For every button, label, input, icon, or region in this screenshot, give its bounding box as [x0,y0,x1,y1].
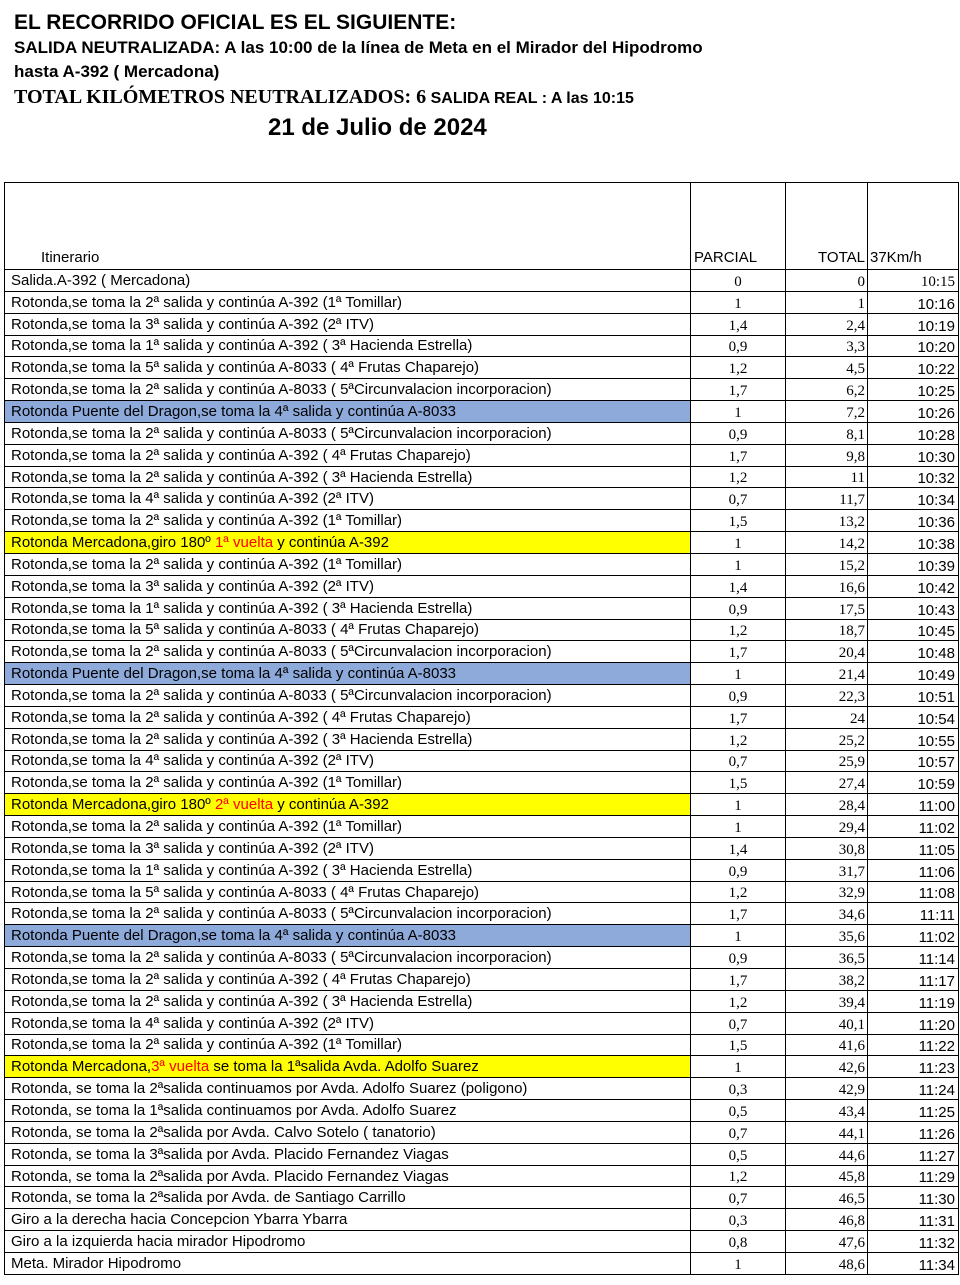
table-row [5,881,959,903]
cell-parcial: 1,2 [691,466,786,488]
itinerario-text: Rotonda Mercadona,giro 180º [11,534,215,552]
cell-time: 10:59 [868,772,959,794]
cell-parcial: 0,7 [691,1121,786,1143]
cell-time: 10:49 [868,663,959,685]
cell-total: 8,1 [786,422,868,444]
itinerario-text: y continúa A-392 [273,534,389,552]
cell-time: 10:43 [868,597,959,619]
cell-time: 10:16 [868,291,959,313]
table-row [5,357,959,379]
cell-itinerario: Rotonda Puente del Dragon,se toma la 4ª salida y continúa A-8033 [5,401,691,423]
cell-total: 46,5 [786,1187,868,1209]
cell-time: 11:00 [868,794,959,816]
cell-itinerario: Rotonda, se toma la 2ªsalida continuamos por Avda. Adolfo Suarez (poligono) [5,1078,691,1100]
cell-time: 10:36 [868,510,959,532]
table-row [5,706,959,728]
cell-parcial: 0,9 [691,947,786,969]
cell-time: 11:26 [868,1121,959,1143]
cell-parcial: 1,7 [691,444,786,466]
table-row [5,1034,959,1056]
cell-parcial: 1 [691,553,786,575]
cell-total: 39,4 [786,990,868,1012]
cell-time: 10:32 [868,466,959,488]
cell-itinerario: Rotonda,se toma la 2ª salida y continúa A-8033 ( 5ªCircunvalacion incorporacion) [5,685,691,707]
cell-time: 10:38 [868,532,959,554]
cell-total: 44,6 [786,1143,868,1165]
cell-itinerario: Rotonda,se toma la 2ª salida y continúa A-392 (1ª Tomillar) [5,510,691,532]
header-neutral-start: SALIDA NEUTRALIZADA: A las 10:00 de la línea de Meta en el Mirador del Hipodromo [14,38,703,57]
cell-itinerario: Rotonda,se toma la 2ª salida y continúa A-392 ( 3ª Hacienda Estrella) [5,990,691,1012]
cell-itinerario: Rotonda,se toma la 4ª salida y continúa A-392 (2ª ITV) [5,1012,691,1034]
cell-time: 10:42 [868,575,959,597]
cell-time: 11:11 [868,903,959,925]
table-row [5,859,959,881]
table-header-row [5,183,959,270]
table-row [5,816,959,838]
cell-parcial: 1 [691,291,786,313]
table-row [5,444,959,466]
cell-time: 10:34 [868,488,959,510]
cell-itinerario: Rotonda, se toma la 3ªsalida por Avda. Placido Fernandez Viagas [5,1143,691,1165]
cell-parcial: 0,9 [691,859,786,881]
route-table [4,182,959,1275]
cell-itinerario: Rotonda Puente del Dragon,se toma la 4ª salida y continúa A-8033 [5,663,691,685]
table-row [5,969,959,991]
cell-total: 32,9 [786,881,868,903]
cell-parcial: 1 [691,401,786,423]
cell-total: 44,1 [786,1121,868,1143]
cell-total: 38,2 [786,969,868,991]
cell-total: 35,6 [786,925,868,947]
cell-time: 11:14 [868,947,959,969]
cell-time: 11:24 [868,1078,959,1100]
cell-time: 11:25 [868,1100,959,1122]
table-row [5,903,959,925]
cell-total: 1 [786,291,868,313]
cell-parcial: 1,7 [691,706,786,728]
cell-time: 10:57 [868,750,959,772]
cell-time: 10:15 [868,270,959,292]
cell-total: 42,9 [786,1078,868,1100]
cell-time: 11:19 [868,990,959,1012]
lap-label: 3ª vuelta [151,1058,210,1076]
cell-itinerario: Rotonda,se toma la 2ª salida y continúa A-8033 ( 5ªCircunvalacion incorporacion) [5,903,691,925]
cell-time: 11:29 [868,1165,959,1187]
table-row [5,1100,959,1122]
cell-parcial: 1 [691,794,786,816]
cell-time: 11:20 [868,1012,959,1034]
header-real-start: SALIDA REAL : A las 10:15 [426,90,634,107]
table-row [5,1209,959,1231]
table-row [5,575,959,597]
cell-time: 11:08 [868,881,959,903]
cell-parcial: 0,3 [691,1209,786,1231]
cell-itinerario: Rotonda,se toma la 2ª salida y continúa A-8033 ( 5ªCircunvalacion incorporacion) [5,947,691,969]
cell-total: 11,7 [786,488,868,510]
cell-time: 10:22 [868,357,959,379]
cell-time: 10:25 [868,379,959,401]
cell-parcial: 1 [691,1252,786,1274]
cell-parcial: 0,8 [691,1231,786,1253]
lap-label: 1ª vuelta [214,534,274,552]
cell-total: 22,3 [786,685,868,707]
cell-parcial: 1 [691,816,786,838]
cell-parcial: 1,7 [691,969,786,991]
cell-parcial: 0,7 [691,1012,786,1034]
cell-total: 28,4 [786,794,868,816]
cell-itinerario: Rotonda,se toma la 2ª salida y continúa A-392 (1ª Tomillar) [5,553,691,575]
table-row [5,1187,959,1209]
cell-total: 41,6 [786,1034,868,1056]
cell-time: 11:02 [868,925,959,947]
cell-itinerario: Rotonda, se toma la 2ªsalida por Avda. Calvo Sotelo ( tanatorio) [5,1121,691,1143]
cell-total: 40,1 [786,1012,868,1034]
cell-total: 18,7 [786,619,868,641]
cell-itinerario: Rotonda,se toma la 1ª salida y continúa A-392 ( 3ª Hacienda Estrella) [5,859,691,881]
cell-total: 14,2 [786,532,868,554]
table-row [5,1231,959,1253]
cell-parcial: 1,5 [691,772,786,794]
cell-itinerario: Rotonda,se toma la 3ª salida y continúa A-392 (2ª ITV) [5,837,691,859]
itinerario-text: y continúa A-392 [273,796,389,814]
cell-total: 2,4 [786,313,868,335]
cell-total: 27,4 [786,772,868,794]
cell-parcial: 0,5 [691,1143,786,1165]
table-row [5,335,959,357]
table-row [5,466,959,488]
table-row [5,663,959,685]
cell-total: 6,2 [786,379,868,401]
cell-itinerario: Rotonda,se toma la 2ª salida y continúa A-8033 ( 5ªCircunvalacion incorporacion) [5,641,691,663]
table-row [5,837,959,859]
table-row [5,794,959,816]
cell-parcial: 0,7 [691,750,786,772]
cell-itinerario: Rotonda,se toma la 2ª salida y continúa A-392 (1ª Tomillar) [5,816,691,838]
cell-parcial: 1,7 [691,903,786,925]
cell-itinerario: Rotonda,se toma la 2ª salida y continúa A-8033 ( 5ªCircunvalacion incorporacion) [5,379,691,401]
cell-parcial: 1 [691,532,786,554]
cell-parcial: 0,3 [691,1078,786,1100]
cell-total: 31,7 [786,859,868,881]
cell-parcial: 1 [691,663,786,685]
cell-time: 11:32 [868,1231,959,1253]
cell-parcial: 0,7 [691,488,786,510]
cell-parcial: 0,9 [691,422,786,444]
cell-parcial: 1,2 [691,357,786,379]
cell-total: 42,6 [786,1056,868,1078]
cell-itinerario: Rotonda, se toma la 1ªsalida continuamos por Avda. Adolfo Suarez [5,1100,691,1122]
cell-parcial: 1 [691,1056,786,1078]
cell-time: 11:34 [868,1252,959,1274]
cell-total: 20,4 [786,641,868,663]
cell-itinerario: Rotonda,se toma la 1ª salida y continúa A-392 ( 3ª Hacienda Estrella) [5,335,691,357]
cell-itinerario: Rotonda, se toma la 2ªsalida por Avda. de Santiago Carrillo [5,1187,691,1209]
cell-total: 7,2 [786,401,868,423]
table-row [5,597,959,619]
table-row [5,947,959,969]
table-row [5,1143,959,1165]
cell-time: 11:23 [868,1056,959,1078]
cell-parcial: 1,4 [691,313,786,335]
cell-itinerario: Rotonda,se toma la 2ª salida y continúa A-392 (1ª Tomillar) [5,291,691,313]
cell-total: 46,8 [786,1209,868,1231]
cell-itinerario: Rotonda,se toma la 4ª salida y continúa A-392 (2ª ITV) [5,488,691,510]
cell-parcial: 0 [691,270,786,292]
cell-parcial: 1,2 [691,881,786,903]
header-date: 21 de Julio de 2024 [268,114,487,141]
table-row [5,422,959,444]
cell-itinerario [5,794,691,816]
cell-parcial: 1,5 [691,510,786,532]
table-row [5,401,959,423]
table-row [5,1078,959,1100]
cell-time: 11:06 [868,859,959,881]
cell-total: 11 [786,466,868,488]
cell-time: 10:19 [868,313,959,335]
cell-time: 11:31 [868,1209,959,1231]
cell-time: 11:22 [868,1034,959,1056]
cell-time: 10:30 [868,444,959,466]
table-row [5,291,959,313]
cell-parcial: 1,7 [691,641,786,663]
cell-time: 11:05 [868,837,959,859]
cell-time: 10:45 [868,619,959,641]
header-totals [14,84,954,112]
cell-parcial: 0,7 [691,1187,786,1209]
table-row [5,641,959,663]
table-row [5,619,959,641]
cell-itinerario: Salida.A-392 ( Mercadona) [5,270,691,292]
table-row [5,1165,959,1187]
cell-total: 4,5 [786,357,868,379]
cell-total: 25,9 [786,750,868,772]
cell-time: 11:17 [868,969,959,991]
cell-itinerario: Rotonda,se toma la 2ª salida y continúa A-392 ( 4ª Frutas Chaparejo) [5,706,691,728]
table-row [5,313,959,335]
cell-time: 11:27 [868,1143,959,1165]
cell-itinerario: Rotonda,se toma la 3ª salida y continúa A-392 (2ª ITV) [5,575,691,597]
cell-time: 10:26 [868,401,959,423]
cell-total: 29,4 [786,816,868,838]
cell-parcial: 1,4 [691,575,786,597]
itinerario-text: se toma la 1ªsalida Avda. Adolfo Suarez [209,1058,479,1076]
cell-total: 15,2 [786,553,868,575]
cell-itinerario: Giro a la derecha hacia Concepcion Ybarra Ybarra [5,1209,691,1231]
header-total-km: TOTAL KILÓMETROS NEUTRALIZADOS: 6 [14,86,427,108]
cell-itinerario: Rotonda,se toma la 2ª salida y continúa A-392 ( 3ª Hacienda Estrella) [5,466,691,488]
cell-parcial: 1,7 [691,379,786,401]
document-header [14,8,954,144]
cell-time: 10:51 [868,685,959,707]
table-row [5,510,959,532]
table-row [5,925,959,947]
cell-total: 21,4 [786,663,868,685]
itinerario-text: Rotonda Mercadona,giro 180º [11,796,215,814]
cell-itinerario [5,532,691,554]
cell-time: 10:20 [868,335,959,357]
column-header-parcial: PARCIAL [691,183,786,270]
cell-time: 11:02 [868,816,959,838]
cell-total: 30,8 [786,837,868,859]
cell-time: 11:30 [868,1187,959,1209]
cell-itinerario: Rotonda,se toma la 2ª salida y continúa A-392 ( 4ª Frutas Chaparejo) [5,969,691,991]
cell-total: 16,6 [786,575,868,597]
cell-time: 10:28 [868,422,959,444]
cell-total: 45,8 [786,1165,868,1187]
cell-itinerario: Meta. Mirador Hipodromo [5,1252,691,1274]
column-header-total: TOTAL [786,183,868,270]
cell-parcial: 0,9 [691,597,786,619]
table-row [5,1012,959,1034]
table-row [5,488,959,510]
cell-parcial: 1,2 [691,990,786,1012]
table-row [5,1252,959,1274]
cell-parcial: 1,4 [691,837,786,859]
cell-itinerario: Rotonda,se toma la 3ª salida y continúa A-392 (2ª ITV) [5,313,691,335]
cell-itinerario: Rotonda,se toma la 5ª salida y continúa A-8033 ( 4ª Frutas Chaparejo) [5,357,691,379]
cell-total: 13,2 [786,510,868,532]
cell-time: 10:55 [868,728,959,750]
cell-itinerario [5,1056,691,1078]
cell-time: 10:54 [868,706,959,728]
table-row [5,1056,959,1078]
cell-time: 10:48 [868,641,959,663]
cell-itinerario: Rotonda,se toma la 5ª salida y continúa A-8033 ( 4ª Frutas Chaparejo) [5,619,691,641]
cell-total: 17,5 [786,597,868,619]
table-row [5,990,959,1012]
cell-total: 47,6 [786,1231,868,1253]
cell-total: 3,3 [786,335,868,357]
cell-parcial: 1 [691,925,786,947]
table-row [5,553,959,575]
cell-parcial: 0,9 [691,335,786,357]
cell-total: 34,6 [786,903,868,925]
table-row [5,1121,959,1143]
table-row [5,270,959,292]
cell-itinerario: Rotonda,se toma la 4ª salida y continúa A-392 (2ª ITV) [5,750,691,772]
lap-label: 2ª vuelta [214,796,274,814]
header-title: EL RECORRIDO OFICIAL ES EL SIGUIENTE: [14,11,457,34]
cell-itinerario: Rotonda,se toma la 1ª salida y continúa A-392 ( 3ª Hacienda Estrella) [5,597,691,619]
cell-itinerario: Rotonda Puente del Dragon,se toma la 4ª salida y continúa A-8033 [5,925,691,947]
cell-total: 9,8 [786,444,868,466]
cell-total: 25,2 [786,728,868,750]
cell-itinerario: Giro a la izquierda hacia mirador Hipodromo [5,1231,691,1253]
column-header-speed: 37Km/h [868,183,959,270]
cell-parcial: 1,2 [691,619,786,641]
cell-itinerario: Rotonda,se toma la 2ª salida y continúa A-392 (1ª Tomillar) [5,772,691,794]
cell-itinerario: Rotonda,se toma la 2ª salida y continúa A-392 ( 3ª Hacienda Estrella) [5,728,691,750]
cell-parcial: 0,5 [691,1100,786,1122]
cell-itinerario: Rotonda,se toma la 2ª salida y continúa A-8033 ( 5ªCircunvalacion incorporacion) [5,422,691,444]
table-row [5,772,959,794]
cell-itinerario: Rotonda,se toma la 2ª salida y continúa A-392 (1ª Tomillar) [5,1034,691,1056]
table-row [5,685,959,707]
table-row [5,532,959,554]
cell-time: 10:39 [868,553,959,575]
cell-total: 0 [786,270,868,292]
table-row [5,728,959,750]
cell-parcial: 1,2 [691,728,786,750]
cell-itinerario: Rotonda,se toma la 2ª salida y continúa A-392 ( 4ª Frutas Chaparejo) [5,444,691,466]
cell-itinerario: Rotonda, se toma la 2ªsalida por Avda. Placido Fernandez Viagas [5,1165,691,1187]
table-row [5,379,959,401]
column-header-itinerario: Itinerario [5,183,691,270]
cell-itinerario: Rotonda,se toma la 5ª salida y continúa A-8033 ( 4ª Frutas Chaparejo) [5,881,691,903]
table-row [5,750,959,772]
cell-parcial: 1,2 [691,1165,786,1187]
cell-total: 36,5 [786,947,868,969]
itinerario-text: Rotonda Mercadona, [11,1058,152,1076]
cell-total: 48,6 [786,1252,868,1274]
cell-parcial: 0,9 [691,685,786,707]
header-neutral-end: hasta A-392 ( Mercadona) [14,62,220,81]
cell-total: 43,4 [786,1100,868,1122]
cell-total: 24 [786,706,868,728]
cell-parcial: 1,5 [691,1034,786,1056]
